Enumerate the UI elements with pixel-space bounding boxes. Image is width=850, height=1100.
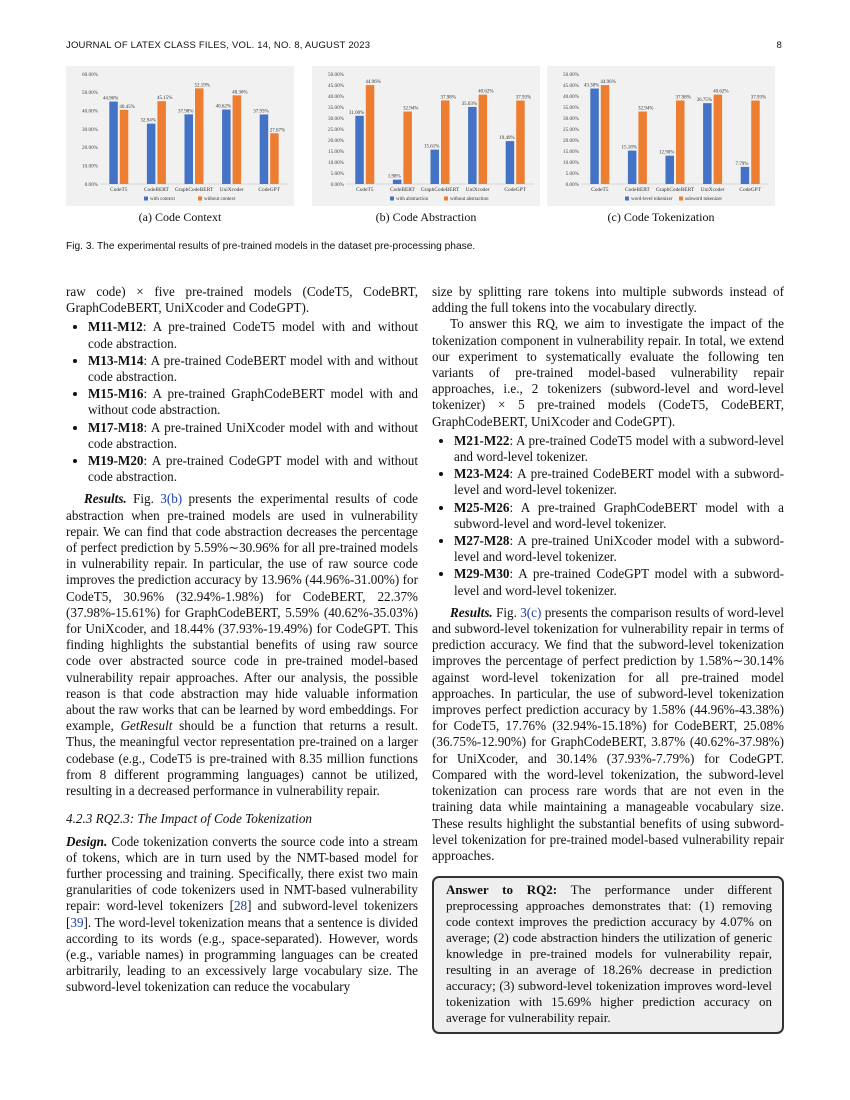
data-label: 36.75% <box>696 98 713 104</box>
data-label: 37.93% <box>253 109 269 115</box>
chart-panel-code-abstraction <box>312 66 540 206</box>
bar-series1 <box>590 89 599 184</box>
bar-series2 <box>120 110 129 184</box>
data-label: 32.94% <box>402 106 419 112</box>
y-tick-label: 40.00% <box>328 93 344 100</box>
data-label: 12.90% <box>659 150 675 156</box>
bar-series2 <box>638 112 647 184</box>
x-tick-label: CodeT5 <box>356 187 374 193</box>
bar-series1 <box>109 102 118 184</box>
x-tick-label: CodeBERT <box>624 187 650 193</box>
legend-label: without context <box>204 197 236 202</box>
section-heading-4-2-3: 4.2.3 RQ2.3: The Impact of Code Tokenization <box>66 811 313 827</box>
data-label: 35.03% <box>461 101 478 107</box>
y-tick-label: 10.00% <box>82 163 98 170</box>
legend-swatch <box>390 197 394 201</box>
bar-series2 <box>479 95 488 184</box>
chart-code-context <box>66 66 294 206</box>
y-tick-label: 25.00% <box>328 126 344 133</box>
bar-series1 <box>741 167 750 184</box>
journal-title: JOURNAL OF LATEX CLASS FILES, VOL. 14, NO. 8, AUGUST 2023 <box>66 40 371 51</box>
left-column <box>66 284 418 996</box>
bar-series2 <box>366 85 375 184</box>
y-tick-label: 45.00% <box>563 82 579 89</box>
data-label: 48.36% <box>232 90 248 96</box>
y-tick-label: 60.00% <box>82 71 98 78</box>
chart-panel-code-context <box>66 66 294 206</box>
bar-series2 <box>195 88 204 184</box>
figure-ref-3b[interactable]: 3(b) <box>160 491 183 507</box>
paragraph-vocab: size by splitting rare tokens into multiple subwords instead of adding the full tokens into the vocabulary directly. <box>432 284 784 316</box>
data-label: 44.96% <box>365 80 381 86</box>
data-label: 31.00% <box>348 110 365 116</box>
figure-caption: Fig. 3. The experimental results of pre-trained models in the dataset pre-processing phase. <box>66 241 476 252</box>
subcaption-c: (c) Code Tokenization <box>607 210 715 224</box>
x-tick-label: CodeBERT <box>389 187 415 193</box>
subcaption-a: (a) Code Context <box>138 210 222 224</box>
data-label: 7.79% <box>735 161 749 167</box>
data-label: 37.98% <box>178 109 194 115</box>
y-tick-label: 50.00% <box>563 71 579 78</box>
running-header <box>66 40 782 51</box>
right-column <box>432 284 784 1034</box>
y-tick-label: 10.00% <box>563 159 579 166</box>
data-label: 37.98% <box>440 95 456 101</box>
y-tick-label: 10.00% <box>328 159 344 166</box>
list-item: • M15-M16: A pre-trained GraphCodeBERT model with and without code abstraction. <box>88 386 418 418</box>
data-label: 27.67% <box>269 128 286 134</box>
bar-series1 <box>185 114 194 184</box>
legend-swatch <box>144 197 148 201</box>
data-label: 32.94% <box>140 118 156 124</box>
bar-series1 <box>431 150 440 184</box>
x-tick-label: CodeGPT <box>739 187 761 193</box>
bar-series2 <box>157 101 166 184</box>
chart-code-tokenization <box>547 66 775 206</box>
data-label: 45.15% <box>156 96 173 102</box>
list-item: • M11-M12: A pre-trained CodeT5 model with and without code abstraction. <box>88 319 418 351</box>
bar-series1 <box>703 103 712 184</box>
x-tick-label: GraphCodeBERT <box>174 187 214 193</box>
x-tick-label: CodeBERT <box>143 187 169 193</box>
legend-swatch <box>679 197 683 201</box>
y-tick-label: 0.00% <box>330 181 344 188</box>
data-label: 40.62% <box>478 89 494 95</box>
legend-label: with abstraction <box>396 197 429 202</box>
chart-code-abstraction <box>312 66 540 206</box>
bar-series1 <box>666 156 675 184</box>
legend-label: subword tokenizer <box>685 197 723 202</box>
y-tick-label: 50.00% <box>82 90 98 97</box>
bar-series2 <box>676 100 685 184</box>
list-item: • M17-M18: A pre-trained UniXcoder model with and without code abstraction. <box>88 420 418 452</box>
paragraph-results-tokenization: Results. Fig. 3(c) presents the comparison results of word-level and subword-level tokenization for vulnerability repair in terms of prediction accuracy. We find that the subword-level tokenization improves the percentage of perfect prediction by 1.58%∼30.14% against word-level tokenization for all pre-trained model approaches. In particular, the use of subword-level tokenization improves perfect prediction accuracy by 1.58% (44.96%-43.38%) for CodeT5, 17.76% (32.94%-15.18%) for CodeBERT, 25.08% (36.75%-12.90%) for GraphCodeBERT, 3.87% (40.62%-37.98%) for UniXcoder, and 30.14% (37.93%-7.79%) for CodeGPT. Compared with the word-level tokenization, the subword-level tokenization can process rare words that are not even in the training data while maintaining a manageable vocabulary size. These results highlight the substantial benefits of using subword-level tokenization for pre-trained model-based vulnerability repair approaches. <box>432 604 785 863</box>
bar-series1 <box>222 110 231 184</box>
bar-series2 <box>751 101 760 184</box>
y-tick-label: 20.00% <box>328 137 344 144</box>
x-tick-label: CodeGPT <box>258 187 280 193</box>
legend-swatch <box>444 197 448 201</box>
y-tick-label: 5.00% <box>330 170 344 177</box>
data-label: 37.98% <box>675 95 691 101</box>
bar-series2 <box>441 100 450 184</box>
y-tick-label: 30.00% <box>563 115 579 122</box>
bar-series2 <box>714 95 723 184</box>
y-tick-label: 50.00% <box>328 71 344 78</box>
legend-label: with context <box>150 197 175 202</box>
data-label: 15.61% <box>424 144 440 150</box>
data-label: 15.18% <box>621 145 637 151</box>
list-item: • M25-M26: A pre-trained GraphCodeBERT model with a subword-level and word-level tokenizer. <box>454 500 784 532</box>
figure-ref-3c[interactable]: 3(c) <box>520 604 542 620</box>
y-tick-label: 30.00% <box>328 115 344 122</box>
data-label: 40.62% <box>713 89 729 95</box>
data-label: 32.94% <box>637 106 654 112</box>
y-tick-label: 40.00% <box>82 108 98 115</box>
y-tick-label: 40.00% <box>563 93 579 100</box>
x-tick-label: GraphCodeBERT <box>655 187 695 193</box>
data-label: 44.96% <box>600 80 616 86</box>
page-number: 8 <box>776 40 782 51</box>
paragraph-intro: raw code) × five pre-trained models (CodeT5, CodeBRT, GraphCodeBERT, UniXcoder and CodeGPT). <box>66 284 418 316</box>
legend-label: without abstraction <box>450 197 489 202</box>
y-tick-label: 25.00% <box>563 126 579 133</box>
legend-swatch <box>625 197 629 201</box>
x-tick-label: GraphCodeBERT <box>420 187 460 193</box>
bar-series2 <box>233 95 242 184</box>
y-tick-label: 30.00% <box>82 126 98 133</box>
chart-panel-code-tokenization <box>547 66 775 206</box>
y-tick-label: 15.00% <box>563 148 579 155</box>
figure-3 <box>66 66 782 226</box>
subcaption-b: (b) Code Abstraction <box>375 210 477 224</box>
y-tick-label: 35.00% <box>328 104 344 111</box>
data-label: 19.49% <box>499 136 515 142</box>
data-label: 52.19% <box>194 83 210 89</box>
list-item: • M13-M14: A pre-trained CodeBERT model with and without code abstraction. <box>88 353 418 385</box>
y-tick-label: 45.00% <box>328 82 344 89</box>
bar-series2 <box>403 112 412 184</box>
list-item: • M21-M22: A pre-trained CodeT5 model with a subword-level and word-level tokenizer. <box>454 433 784 465</box>
bar-series1 <box>393 180 402 184</box>
list-item: • M29-M30: A pre-trained CodeGPT model with a subword-level and word-level tokenizer. <box>454 566 784 598</box>
x-tick-label: UniXcoder <box>219 187 244 193</box>
y-tick-label: 0.00% <box>565 181 579 188</box>
data-label: 40.62% <box>215 104 232 110</box>
y-tick-label: 20.00% <box>82 145 98 152</box>
x-tick-label: CodeGPT <box>504 187 526 193</box>
data-label: 40.45% <box>119 104 135 110</box>
bar-series1 <box>147 124 156 184</box>
paragraph-results-abstraction: Results. Fig. 3(b) presents the experimental results of code abstraction when pre-trained models are used in vulnerability repair. We can find that code abstraction decreases the percentage of perfect prediction by 5.59%∼30.96% for all pre-trained models in vulnerability repair. In particular, the use of raw source code improves the prediction accuracy by 13.96% (44.96%-31.00%) for CodeT5, 30.96% (32.94%-1.98%) for CodeBERT, 22.37% (37.98%-15.61%) for GraphCodeBERT, 5.59% (40.62%-35.03%) for UniXcoder, and 18.44% (37.93%-19.49%) for CodeGPT. This finding highlights the substantial benefits of using raw source code over abstracted source code in pre-trained model-based vulnerability repair approaches. After our analysis, the possible reason is that code abstraction may hide valuable information about the raw works that can be learned by word embeddings. For example, GetResult should be a function that returns a result. Thus, the meaningful vector representation pre-trained on a larger codebase (e.g., CodeT5 is pre-trained with 8.35 million functions from 8 different programming languages) cannot be utilized, resulting in a decreased performance in vulnerability repair. <box>66 491 418 799</box>
x-tick-label: CodeT5 <box>110 187 128 193</box>
y-tick-label: 0.00% <box>84 181 98 188</box>
bar-series2 <box>270 133 279 184</box>
y-tick-label: 20.00% <box>563 137 579 144</box>
x-tick-label: CodeT5 <box>591 187 609 193</box>
bar-series2 <box>516 101 525 184</box>
legend-label: word-level tokenizer <box>631 197 673 202</box>
paragraph-design: Design. Code tokenization converts the source code into a stream of tokens, which are in turn used by the NMT-based model for further processing and training. Specifically, there exist two main granularities of code tokenizers used in NMT-based vulnerability repair: word-level tokenizers [28] and subword-level tokenizers [39]. The word-level tokenization means that a sentence is divided according to its words (e.g., space-separated). However, words (e.g., variable names) in programming languages can be created arbitrarily, leading to an excessively large vocabulary size. The subword-level tokenization can reduce the vocabulary <box>66 833 418 995</box>
legend-swatch <box>198 197 202 201</box>
y-tick-label: 35.00% <box>563 104 579 111</box>
citation-39[interactable]: 39 <box>70 914 84 930</box>
y-tick-label: 15.00% <box>328 148 344 155</box>
list-item: • M23-M24: A pre-trained CodeBERT model with a subword-level and word-level tokenizer. <box>454 466 784 498</box>
bar-series1 <box>468 107 477 184</box>
y-tick-label: 5.00% <box>565 170 579 177</box>
bar-series1 <box>506 141 515 184</box>
list-item: • M19-M20: A pre-trained CodeGPT model with and without code abstraction. <box>88 453 418 485</box>
paragraph-rq-aim: To answer this RQ, we aim to investigate the impact of the tokenization component in vulnerability repair. In total, we extend our experiment to systematically evaluate the following ten variants of pre-trained model-based vulnerability repair approaches, i.e., 2 tokenizers (subword-level and word-level tokenizer) × 5 pre-trained models (CodeT5, CodeBERT, GraphCodeBERT, UniXcoder and CodeGPT). <box>432 316 784 429</box>
data-label: 37.93% <box>515 95 532 101</box>
variant-list-abstraction <box>66 319 418 485</box>
x-tick-label: UniXcoder <box>700 187 725 193</box>
bar-series2 <box>601 85 610 184</box>
data-label: 1.98% <box>387 174 401 180</box>
data-label: 44.96% <box>102 96 119 102</box>
answer-box-rq2: Answer to RQ2: The performance under different preprocessing approaches demonstrates that: (1) removing code context improves the prediction accuracy by 4.07% on average; (2) code abstraction hinders the utilization of generic knowledge in pre-trained models for vulnerability repair, resulting in an average of 18.26% decrease in prediction accuracy; (3) subword-level tokenization improves word-level tokenization with 15.69% higher prediction accuracy on average for vulnerability repair. <box>432 876 784 1034</box>
data-label: 43.38% <box>583 83 600 89</box>
bar-series1 <box>628 151 637 184</box>
data-label: 37.93% <box>750 95 767 101</box>
bar-series1 <box>260 114 269 184</box>
variant-list-tokenization <box>432 433 784 599</box>
x-tick-label: UniXcoder <box>465 187 490 193</box>
citation-28[interactable]: 28 <box>233 898 248 914</box>
bar-series1 <box>355 116 364 184</box>
list-item: • M27-M28: A pre-trained UniXcoder model with a subword-level and word-level tokenizer. <box>454 533 784 565</box>
